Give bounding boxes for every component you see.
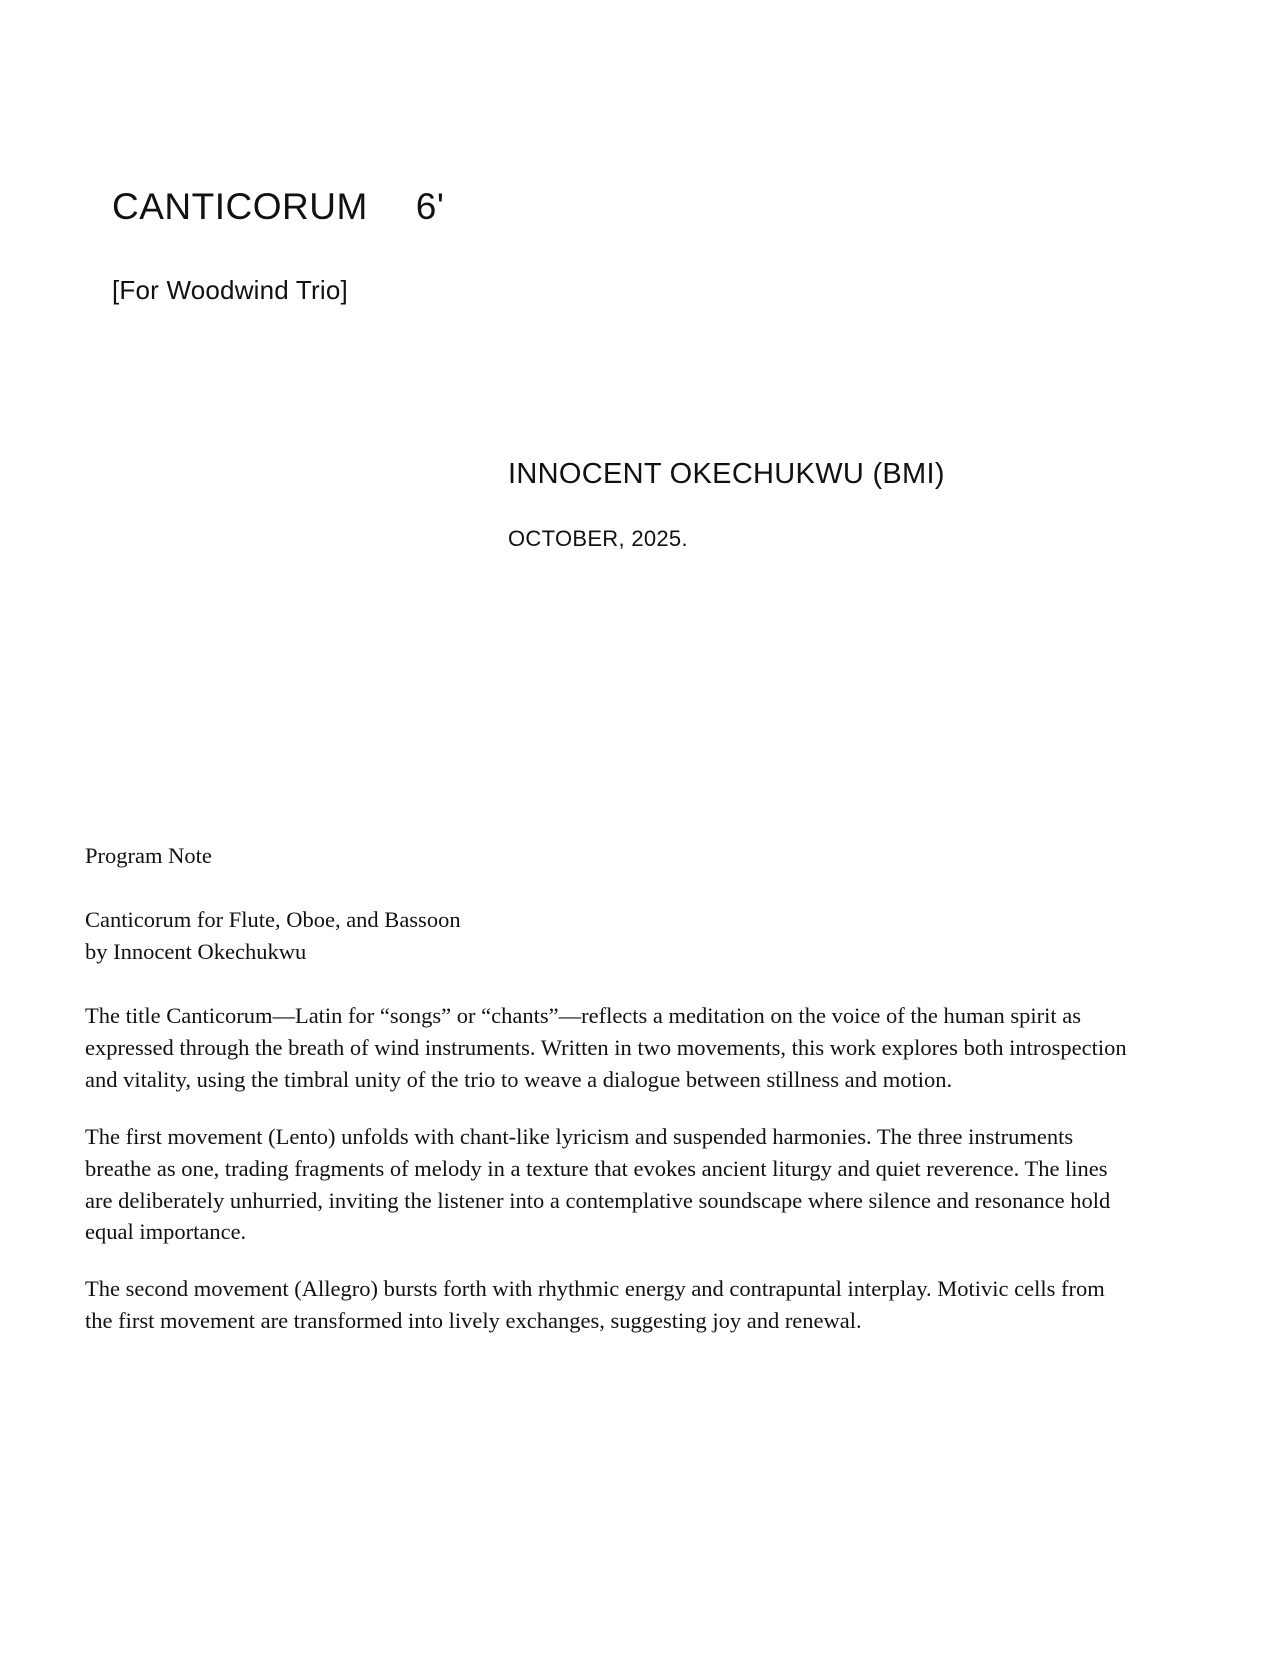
- page-title: [112, 186, 1172, 229]
- work-duration: 6': [415, 186, 445, 227]
- program-note-section: [85, 840, 1137, 1337]
- credit-work-title: Canticorum for Flute, Oboe, and Bassoon: [85, 906, 461, 932]
- instrumentation-label: [For Woodwind Trio]: [112, 275, 348, 305]
- credit-byline: by Innocent Okechukwu: [85, 938, 307, 964]
- program-note-paragraph: The second movement (Allegro) bursts forth with rhythmic energy and contrapuntal interplay. Motivic cells from the first movement are transformed into lively exchanges, suggesting joy and renewal.: [85, 1276, 1105, 1334]
- program-note-paragraph: The title Canticorum—Latin for “songs” or “chants”—reflects a meditation on the voice of the human spirit as expressed through the breath of wind instruments. Written in two movements, this work explores both introspection and vitality, using the timbral unity of the trio to weave a dialogue between stillness and motion.: [85, 1002, 1127, 1092]
- composer-block: [508, 458, 1172, 551]
- title-block: [112, 186, 1172, 305]
- work-title-text: CANTICORUM: [112, 186, 368, 227]
- program-note-heading: Program Note: [85, 843, 212, 868]
- composition-date: OCTOBER, 2025.: [508, 526, 688, 551]
- program-note-paragraph: The first movement (Lento) unfolds with chant-like lyricism and suspended harmonies. The three instruments breathe as one, trading fragments of melody in a texture that evokes ancient liturgy and quiet reverence. The lines are deliberately unhurried, inviting the listener into a contemplative soundscape where silence and resonance hold equal importance.: [85, 1123, 1111, 1245]
- program-note-credit: [85, 904, 1137, 968]
- composer-name: INNOCENT OKECHUKWU (BMI): [508, 458, 945, 490]
